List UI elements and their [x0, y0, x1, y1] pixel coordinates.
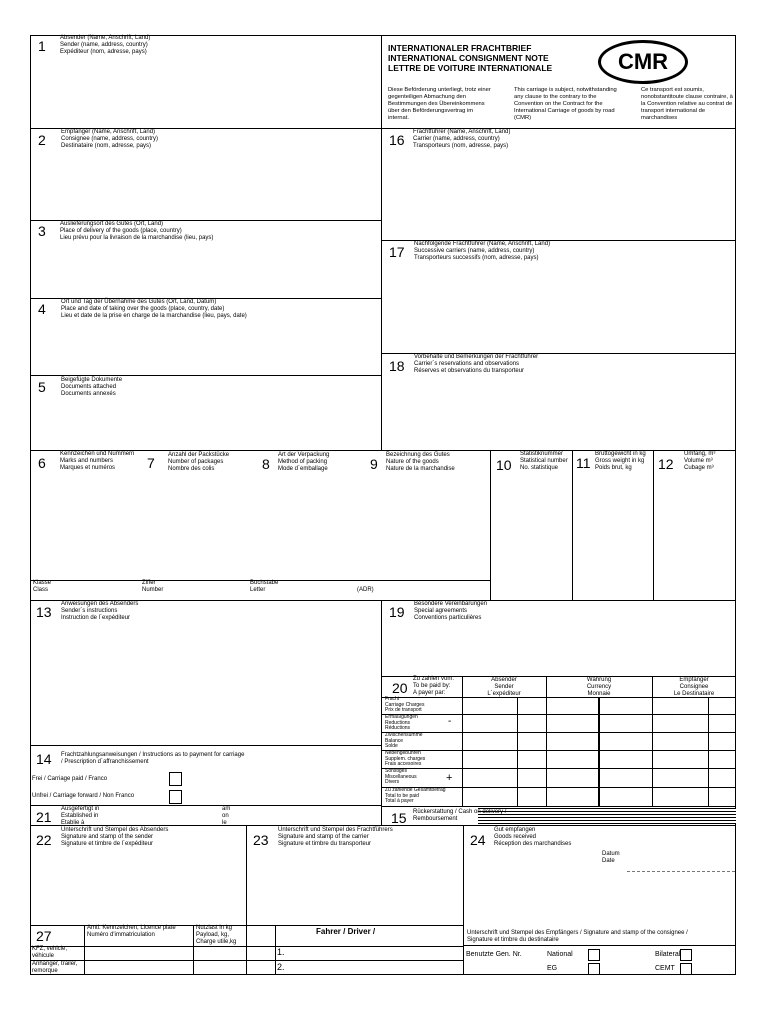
field-4-number: 4 — [38, 301, 46, 317]
field-11-label: Bruttogewicht in kg Gross weight in kg Poids brut, kg — [595, 451, 646, 471]
carrier-signature-area[interactable] — [247, 850, 462, 924]
eg-checkbox[interactable] — [588, 963, 600, 975]
field-13-number: 13 — [36, 604, 52, 620]
cod-hatched-area — [478, 808, 736, 824]
field-27-number: 27 — [36, 928, 52, 944]
payment-col-currency: Währung Currency Monnaie — [586, 677, 612, 697]
payment-row-balance: Zwischensumme Balance Solde — [385, 732, 423, 750]
field-22-number: 22 — [36, 832, 52, 848]
minus-sign: - — [448, 716, 452, 727]
field-12-number: 12 — [658, 456, 674, 472]
field-3-number: 3 — [38, 223, 46, 239]
plus-sign: + — [446, 772, 453, 784]
divider — [463, 945, 736, 946]
carriage-forward-checkbox[interactable] — [169, 790, 182, 804]
field-9-label: Bezeichnung des Gutes Nature of the goods Nature de la marchandise — [386, 452, 455, 472]
divider — [381, 714, 736, 715]
delivery-place-input[interactable] — [31, 244, 380, 297]
gross-weight-input[interactable] — [573, 475, 652, 599]
field-3-label: Auslieferungsort des Gutes (Ort, Land) Place of delivery of the goods (place, country) Lieu prévu pour la livraison de la marchandise (lieu, pays) — [60, 221, 214, 241]
field-20-number: 20 — [392, 680, 408, 696]
date-dotted-line — [627, 871, 735, 872]
successive-carriers-input[interactable] — [382, 264, 735, 352]
field-8-number: 8 — [262, 456, 270, 472]
field-17-number: 17 — [389, 244, 405, 260]
field-19-number: 19 — [389, 604, 405, 620]
consignee-signature-area[interactable] — [464, 875, 735, 925]
adr-label: (ADR) — [357, 587, 374, 593]
trailer-plate-input[interactable] — [85, 961, 192, 974]
convention-text-fr: Ce transport est soumis, nonobstantitoute clause contraire, à la Convention relative au contrat de transport international de marchandises — [641, 87, 733, 121]
field-24-number: 24 — [470, 832, 486, 848]
field-2-number: 2 — [38, 132, 46, 148]
trailer-row-label: Anhänger, trailer, remorque — [32, 961, 78, 974]
field-17-label: Nachfolgende Frachtführer (Name, Anschrift, Land) Successive carriers (name, address, country) Transporteurs successifs (nom, adresse, pays) — [414, 241, 551, 261]
field-9-number: 9 — [370, 456, 378, 472]
driver-2-label: 2. — [277, 962, 285, 972]
sender-signature-area[interactable] — [31, 850, 245, 924]
vehicle-plate-input[interactable] — [85, 947, 192, 959]
field-5-label: Beigefügte Dokumente Documents attached Documents annexés — [61, 377, 123, 397]
goods-description-input[interactable] — [31, 475, 489, 579]
field-16-number: 16 — [389, 132, 405, 148]
field-5-number: 5 — [38, 379, 46, 395]
field-19-label: Besondere Vereinbarungen Special agreements Conventions particulières — [414, 601, 488, 621]
divider — [30, 375, 381, 376]
payload-label: Nutzlast in kg Payload, kg, Charge utile,kg — [196, 925, 237, 945]
adr-ziffer-label: Ziffer Number — [142, 580, 164, 593]
payment-row-miscellaneous: Sonstiges Miscellaneous Divers — [385, 768, 417, 786]
field-21-date-label: am on le — [222, 806, 231, 826]
field-21-number: 21 — [36, 809, 52, 825]
field-18-label: Vorbehalte und Bemerkungen der Frachtführer Carrier´s reservations and observations Réserves et observations du transporteur — [414, 354, 539, 374]
payment-row-total: Zu zahlende Gesamtbetrag Total to be paid Total à payer — [385, 787, 446, 805]
carriage-paid-label: Frei / Carriage paid / Franco — [32, 776, 108, 782]
receipt-date-label: Datum Date — [602, 851, 620, 864]
adr-buchstabe-label: Buchstabe Letter — [250, 580, 279, 593]
convention-text-de: Diese Beförderung unterliegt, trotz einer gegenteiligen Abmachung den Bestimmungen des Übereinkommens über den Beförderungsvertrag im internat. — [388, 87, 491, 121]
consignee-input[interactable] — [31, 152, 380, 219]
field-24-label: Gut empfangen Goods received Réception des marchandises — [494, 827, 572, 847]
national-label: National — [547, 951, 573, 958]
divider — [30, 825, 736, 826]
driver-label: Fahrer / Driver / — [316, 927, 376, 936]
carriage-paid-checkbox[interactable] — [169, 772, 182, 786]
documents-input[interactable] — [31, 400, 380, 449]
field-14-number: 14 — [36, 751, 52, 767]
divider — [30, 745, 381, 746]
payment-row-reductions: Ermäßigungen Reductions Réductions — [385, 714, 418, 732]
field-1-number: 1 — [38, 38, 46, 54]
cmr-logo: CMR — [598, 40, 688, 84]
payment-row-supplementary: Nebengebühren Supplem. charges Frais accesoires — [385, 750, 426, 768]
field-7-label: Anzahl der Packstücke Number of packages Nombre des colis — [168, 452, 230, 472]
convention-text-en: This carriage is subject, notwithstanding any clause to the contrary to the Convention on the Contract for the International Carriage of goods by road (CMR) — [514, 87, 617, 121]
special-agreements-input[interactable] — [382, 625, 735, 675]
field-23-number: 23 — [253, 832, 269, 848]
field-4-label: Ort und Tag der Übernahme des Gutes (Ort, Land, Datum) Place and date of taking over the goods (place, country, date) Lieu et date de la prise en charge de la marchandise (lieu, pays, date) — [61, 299, 247, 319]
permit-label: Benutzte Gen. Nr. — [466, 951, 522, 958]
field-14-label: Frachtzahlungsanweisungen / Instructions as to payment for carriage / Prescription d´affranchissement — [61, 752, 245, 765]
bilateral-checkbox[interactable] — [680, 949, 692, 961]
divider — [381, 750, 736, 751]
field-13-label: Anweisungen des Absenders Sender´s instructions Instruction de l´expéditeur — [61, 601, 139, 621]
driver-1-label: 1. — [277, 947, 285, 957]
sender-instructions-input[interactable] — [31, 625, 380, 744]
cemt-label: CEMT — [655, 965, 675, 972]
field-8-label: Art der Verpackung Method of packing Mode d´emballage — [278, 452, 330, 472]
consignee-signature-label: Unterschrift und Stempel des Empfängers / Signature and stamp of the consignee / Signature et timbre du destinataire — [467, 930, 688, 943]
volume-input[interactable] — [654, 475, 735, 599]
divider — [381, 768, 736, 769]
field-10-label: Statistiknummer Statistical number No. statistique — [520, 451, 568, 471]
field-15-label: Rückerstattung / Cash on delivery / Remboursement — [413, 809, 507, 822]
field-12-label: Umfang, m³ Volume m³ Cubage m³ — [684, 451, 716, 471]
divider — [381, 806, 736, 807]
vehicle-row-label: KFZ, vehicle, véhicule — [32, 946, 68, 959]
payment-col-sender: Absender Sender L´expéditeur — [487, 677, 521, 697]
field-1-label: Absender (Name, Anschrift, Land) Sender (name, address, country) Expéditeur (nom, adresse, pays) — [60, 35, 151, 55]
statistical-number-input[interactable] — [491, 475, 571, 599]
taking-over-input[interactable] — [31, 322, 380, 374]
national-checkbox[interactable] — [588, 949, 600, 961]
field-11-number: 11 — [576, 455, 591, 471]
field-6-label: Kennzeichen und Nummern Marks and numbers Marques et numéros — [60, 451, 135, 471]
title-fr: LETTRE DE VOITURE INTERNATIONALE — [388, 63, 553, 73]
sender-input[interactable] — [31, 58, 380, 127]
reservations-input[interactable] — [382, 377, 735, 449]
field-18-number: 18 — [389, 358, 405, 374]
field-15-number: 15 — [391, 810, 407, 826]
carrier-input[interactable] — [382, 152, 735, 239]
divider — [275, 925, 276, 975]
adr-klasse-label: Klasse Class — [33, 580, 52, 593]
field-21-label: Ausgefertigt in Established in Etablie à — [61, 806, 100, 826]
field-20-label: Zu zahlen vom: To be paid by: A payer par: — [413, 676, 455, 696]
field-16-label: Frachtführer (Name, Anschrift, Land) Carrier (name, address, country) Transporteurs (nom, adresse, pays) — [413, 129, 511, 149]
carriage-forward-label: Unfrei / Carriage forward / Non Franco — [32, 793, 135, 799]
eg-label: EG — [547, 965, 558, 972]
field-23-label: Unterschrift und Stempel des Frachtführers Signature and stamp of the carrier Signature et timbre du transporteur — [278, 827, 393, 847]
cemt-checkbox[interactable] — [680, 963, 692, 975]
title-en: INTERNATIONAL CONSIGNMENT NOTE — [388, 53, 549, 63]
driver-2-input[interactable] — [287, 961, 462, 974]
field-2-label: Empfänger (Name, Anschrift, Land) Consignee (name, address, country) Destinataire (nom, adresse, pays) — [61, 129, 159, 149]
divider — [193, 925, 194, 975]
driver-1-input[interactable] — [287, 947, 462, 959]
field-6-number: 6 — [38, 455, 46, 471]
title-de: INTERNATIONALER FRACHTBRIEF — [388, 43, 532, 53]
field-22-label: Unterschrift und Stempel des Absenders Signature and stamp of the sender Signature et timbre de l´expéditeur — [61, 827, 169, 847]
divider — [381, 732, 736, 733]
payment-col-consignee: Empfänger Consignee Le Destinataire — [673, 677, 715, 697]
bilateral-label: Bilateral — [655, 951, 681, 958]
field-7-number: 7 — [147, 455, 155, 471]
payment-row-carriage: Fracht Carriage Charges Prix de transport — [385, 696, 425, 714]
field-10-number: 10 — [496, 457, 512, 473]
licence-plate-label: Amtl. Kennzeichen, Licence plate Numéro d'immatriculation — [87, 925, 176, 938]
